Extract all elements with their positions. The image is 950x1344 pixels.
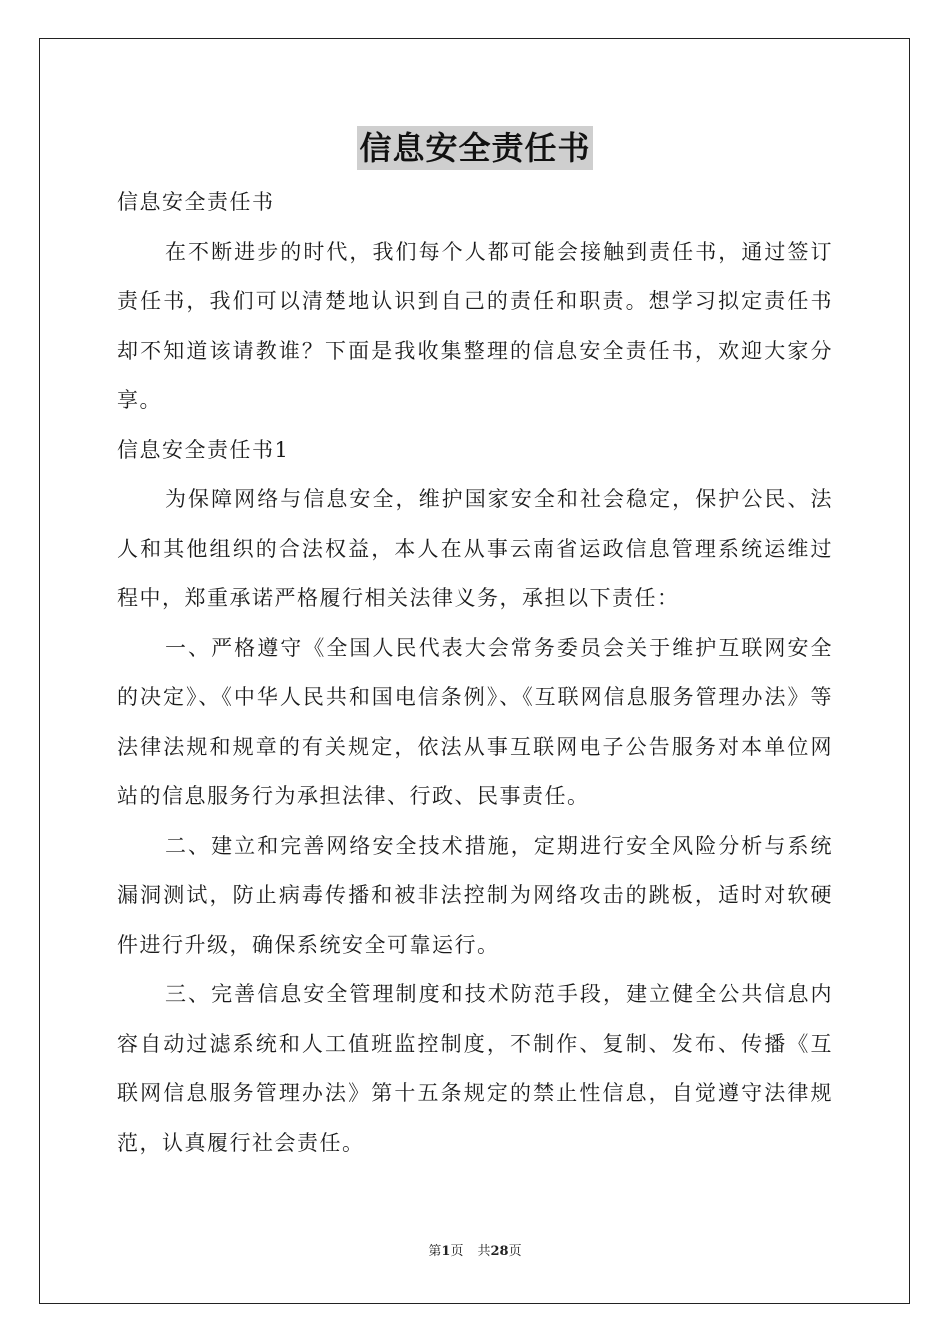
document-subtitle: 信息安全责任书 [117, 190, 275, 214]
total-prefix: 共 [477, 1244, 491, 1259]
paragraph-commitment: 为保障网络与信息安全，维护国家安全和社会稳定，保护公民、法人和其他组织的合法权益，本人在从事云南省运政信息管理系统运维过程中，郑重承诺严格履行相关法律义务，承担以下责任： [117, 487, 833, 610]
section-heading: 信息安全责任书1 [117, 437, 290, 462]
document-title: 信息安全责任书 [357, 126, 592, 170]
paragraph-item-2: 二、建立和完善网络安全技术措施，定期进行安全风险分析与系统漏洞测试，防止病毒传播和被非法控制为网络攻击的跳板，适时对软硬件进行升级，确保系统安全可靠运行。 [117, 833, 833, 957]
document-body [117, 178, 833, 1168]
total-pages: 28 [490, 1244, 509, 1259]
title-container [0, 126, 950, 170]
total-suffix: 页 [508, 1244, 522, 1259]
page-footer [0, 1240, 950, 1259]
page-prefix: 第 [428, 1244, 442, 1259]
paragraph-item-3: 三、完善信息安全管理制度和技术防范手段，建立健全公共信息内容自动过滤系统和人工值班监控制度，不制作、复制、发布、传播《互联网信息服务管理办法》第十五条规定的禁止性信息，自觉遵守法律规范，认真履行社会责任。 [117, 982, 833, 1155]
intro-paragraph: 在不断进步的时代，我们每个人都可能会接触到责任书，通过签订责任书，我们可以清楚地认识到自己的责任和职责。想学习拟定责任书却不知道该请教谁？下面是我收集整理的信息安全责任书，欢迎大家分享。 [117, 239, 833, 412]
page-number: 1 [441, 1244, 451, 1259]
page-suffix: 页 [450, 1244, 464, 1259]
paragraph-item-1: 一、严格遵守《全国人民代表大会常务委员会关于维护互联网安全的决定》、《中华人民共和国电信条例》、《互联网信息服务管理办法》等法律法规和规章的有关规定，依法从事互联网电子公告服务对本单位网站的信息服务行为承担法律、行政、民事责任。 [117, 635, 833, 808]
